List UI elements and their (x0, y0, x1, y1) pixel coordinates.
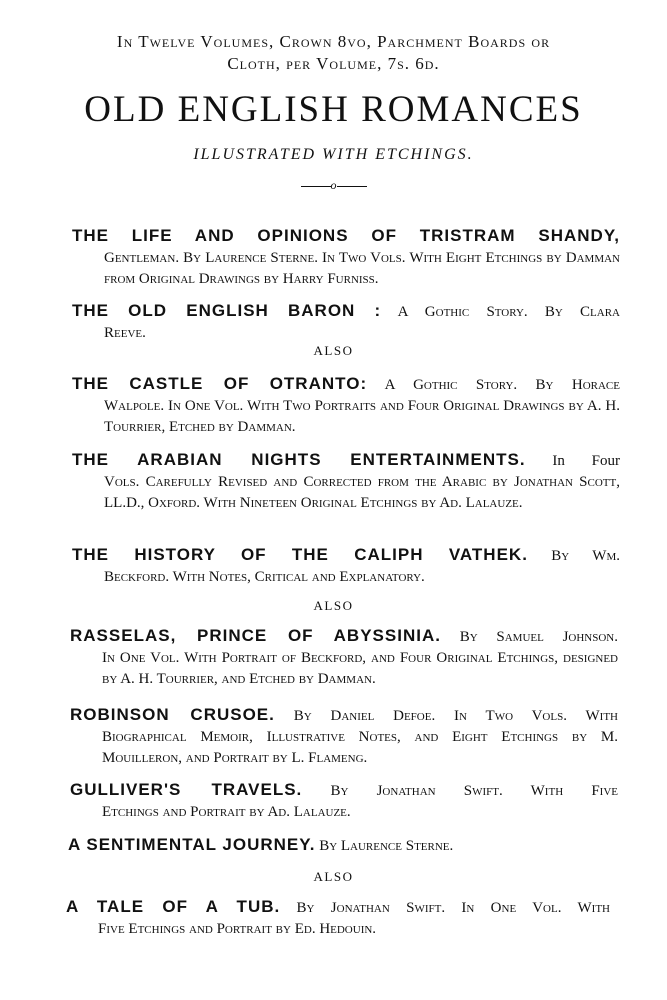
book-title: A TALE OF A TUB. (66, 897, 281, 916)
also-separator: ALSO (313, 343, 354, 358)
book-description: Biographical Memoir, Illustrative Notes, and Eight Etchings by M. Mouilleron, and Portrait by L. Flameng. (102, 729, 618, 766)
book-description: Vols. Carefully Revised and Corrected from the Arabic by Jonathan Scott, LL.D., Oxford. With Nineteen Original Etchings by Ad. Lalauze. (104, 474, 620, 511)
book-byline: In Four (525, 453, 620, 469)
book-byline: By Jonathan Swift. With Five (302, 783, 618, 799)
page-subtitle: ILLUSTRATED WITH ETCHINGS. (193, 146, 474, 163)
list-item-caliph-vathek (72, 544, 620, 588)
book-byline: By Samuel Johnson. (440, 629, 619, 645)
list-item-arabian-nights (72, 449, 620, 514)
imprint-line-1: In Twelve Volumes, Crown 8vo, Parchment Boards or (116, 32, 551, 51)
book-description: Five Etchings and Portrait by Ed. Hedouin. (98, 921, 377, 937)
book-description: In One Vol. With Portrait of Beckford, and Four Original Etchings, designed by A. H. Tourrier, and Etched by Damman. (102, 650, 618, 687)
book-byline: By Laurence Sterne. (315, 838, 454, 854)
book-description: Etchings and Portrait by Ad. Lalauze. (102, 804, 351, 820)
book-title: THE OLD ENGLISH BARON : (72, 301, 382, 320)
book-byline: By Wm. (527, 548, 620, 564)
list-item-tale-of-a-tub (66, 896, 610, 940)
book-title: GULLIVER'S TRAVELS. (70, 780, 303, 799)
book-byline: A Gothic Story. By Horace (367, 377, 620, 393)
ornament-divider (0, 178, 667, 193)
book-title: ROBINSON CRUSOE. (70, 705, 275, 724)
list-item-castle-of-otranto (72, 373, 620, 438)
book-title: THE LIFE AND OPINIONS OF TRISTRAM SHANDY, (72, 226, 620, 245)
also-separator: ALSO (313, 598, 354, 613)
page-title: OLD ENGLISH ROMANCES (84, 89, 583, 130)
rule-left (301, 186, 331, 187)
imprint-line-2: Cloth, per Volume, 7s. 6d. (227, 54, 440, 73)
book-title: THE CASTLE OF OTRANTO: (72, 374, 368, 393)
book-byline: A Gothic Story. By Clara (381, 304, 620, 320)
book-byline: By Jonathan Swift. In One Vol. With (280, 900, 610, 916)
list-item-robinson-crusoe (70, 704, 618, 769)
list-item-gullivers-travels (70, 779, 618, 823)
book-description: Walpole. In One Vol. With Two Portraits and Four Original Drawings by A. H. Tourrier, Etched by Damman. (104, 398, 620, 435)
list-item-rasselas (70, 625, 618, 690)
book-description: Beckford. With Notes, Critical and Explanatory. (104, 569, 425, 585)
book-title: THE HISTORY OF THE CALIPH VATHEK. (72, 545, 528, 564)
book-description: Reeve. (104, 325, 146, 341)
list-item-old-english-baron (72, 300, 620, 344)
list-item-tristram-shandy (72, 225, 620, 290)
book-byline: By Daniel Defoe. In Two Vols. With (274, 708, 618, 724)
book-title: RASSELAS, PRINCE OF ABYSSINIA. (70, 626, 441, 645)
list-item-sentimental-journey (68, 834, 616, 857)
rule-right (337, 186, 367, 187)
book-title: THE ARABIAN NIGHTS ENTERTAINMENTS. (72, 450, 526, 469)
book-title: A SENTIMENTAL JOURNEY. (68, 835, 316, 854)
also-separator: ALSO (313, 869, 354, 884)
ornament-glyph: o (330, 178, 337, 192)
book-description: Gentleman. By Laurence Sterne. In Two Vols. With Eight Etchings by Damman from Original Drawings by Harry Furniss. (104, 250, 620, 287)
